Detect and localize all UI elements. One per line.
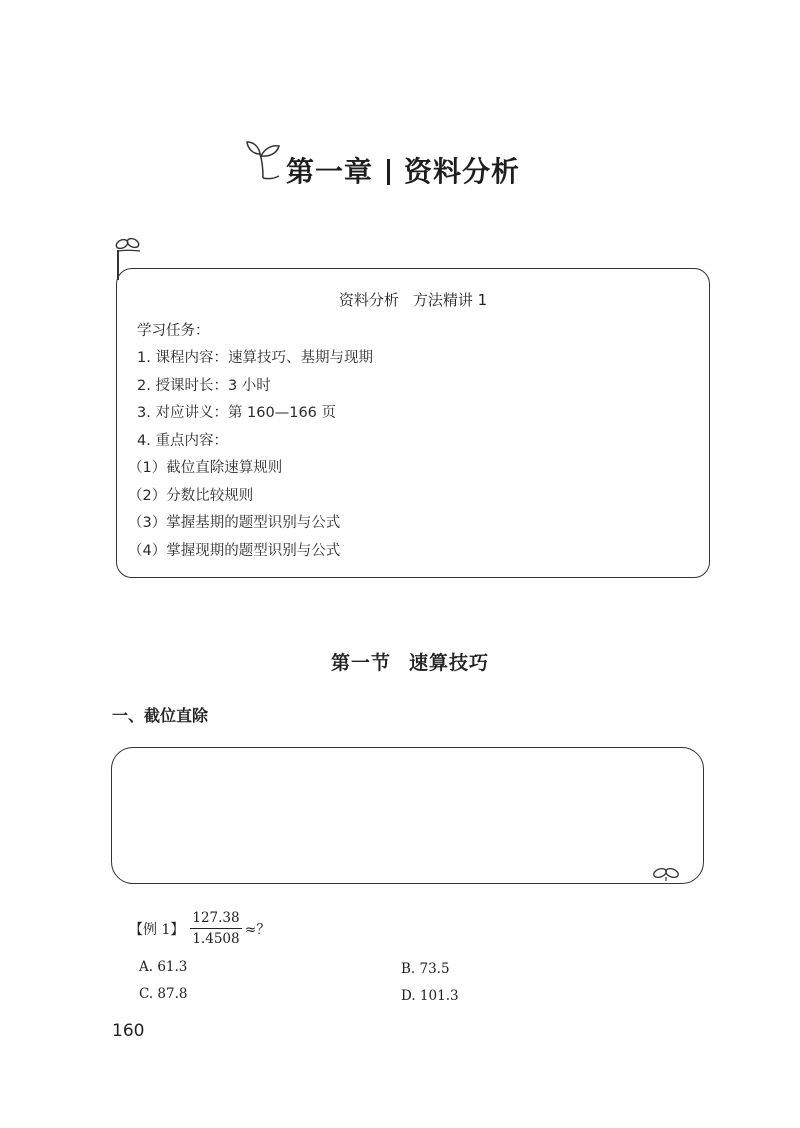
option-d: D. 101.3 [401, 988, 459, 1004]
section-name: 速算技巧 [409, 652, 490, 674]
task-line: （2）分数比较规则 [128, 488, 254, 504]
task-line: （4）掌握现期的题型识别与公式 [128, 543, 341, 559]
option-b: B. 73.5 [401, 961, 450, 977]
task-label: 学习任务： [137, 323, 210, 339]
sprout-icon [651, 864, 681, 882]
box-title-right: 方法精讲 1 [412, 291, 488, 309]
fraction [190, 910, 241, 947]
subsection-title: 一、截位直除 [112, 706, 209, 725]
page-number: 160 [112, 1021, 145, 1041]
task-line: 1. 课程内容：速算技巧、基期与现期 [137, 350, 373, 366]
chapter-name: 资料分析 [404, 155, 521, 188]
task-line: （1）截位直除速算规则 [128, 460, 283, 476]
task-line: 4. 重点内容： [137, 433, 228, 449]
option-a: A. 61.3 [139, 959, 188, 975]
option-c: C. 87.8 [139, 986, 188, 1002]
fraction-numerator: 127.38 [190, 910, 241, 929]
box-title-left: 资料分析 [338, 291, 399, 309]
task-line: 2. 授课时长：3 小时 [137, 378, 271, 394]
sprout-icon [243, 138, 287, 182]
chapter-title [286, 150, 520, 190]
task-line: 3. 对应讲义：第 160—166 页 [137, 405, 337, 421]
box-title [116, 289, 710, 310]
chapter-divider [387, 159, 390, 185]
example-question [129, 910, 270, 947]
section-number: 第一节 [330, 652, 391, 674]
task-line: （3）掌握基期的题型识别与公式 [128, 515, 341, 531]
note-box [111, 747, 704, 884]
section-title [0, 648, 800, 675]
chapter-number: 第一章 [286, 155, 374, 188]
example-suffix: ≈？ [244, 921, 271, 938]
fraction-denominator: 1.4508 [192, 931, 240, 947]
example-label: 【例 1】 [129, 921, 185, 938]
